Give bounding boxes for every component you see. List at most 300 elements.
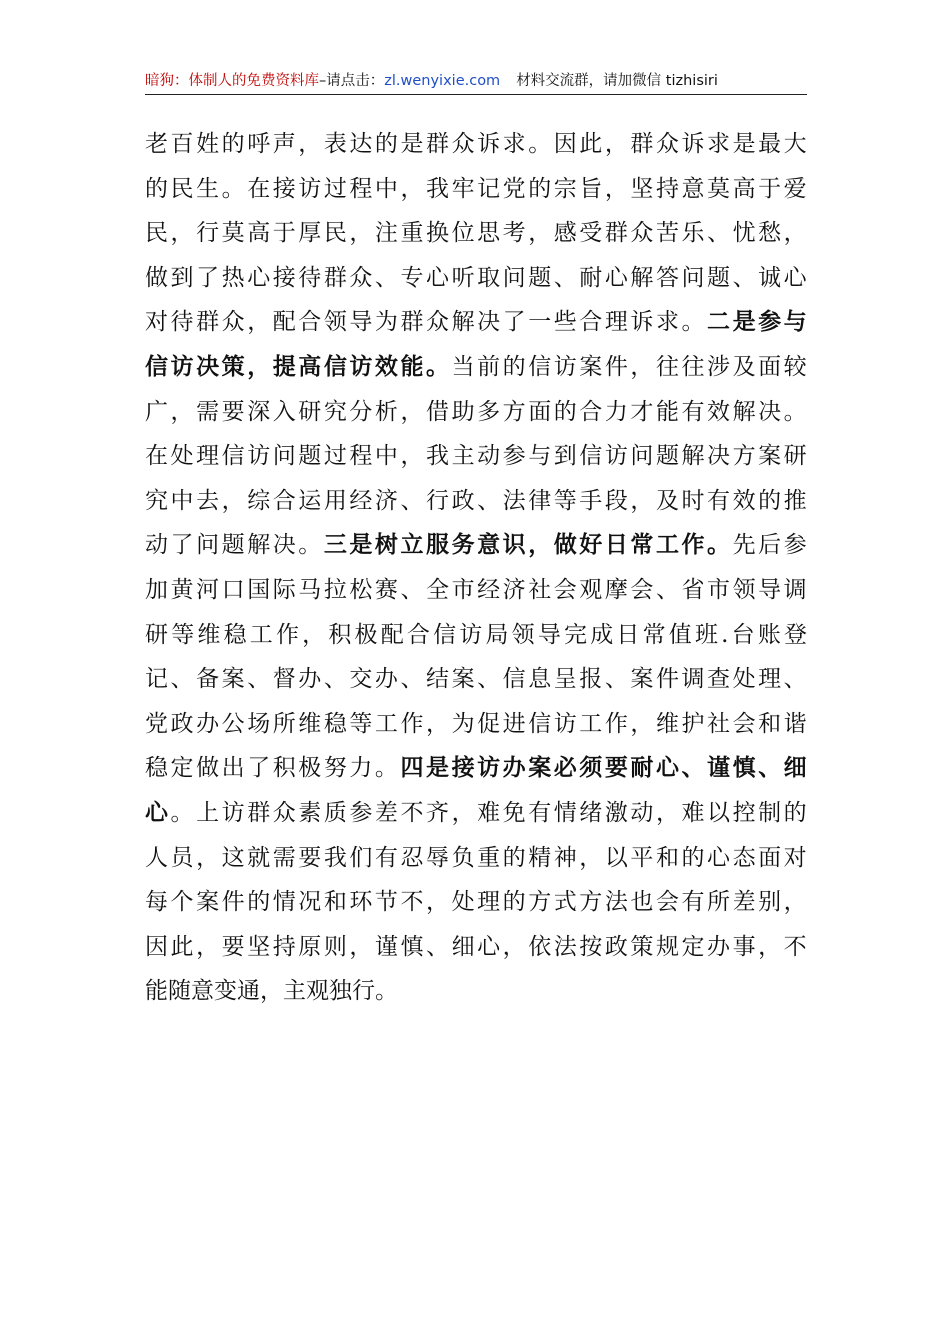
char: 维 — [298, 710, 322, 737]
char: 与 — [528, 443, 552, 470]
char: 赛 — [374, 576, 398, 603]
char: 谐 — [783, 710, 807, 737]
char: 配 — [272, 309, 296, 336]
char: 别 — [758, 889, 782, 916]
char: 案 — [630, 666, 654, 693]
bold-char: 信 — [323, 352, 347, 380]
char: 能 — [655, 398, 679, 425]
char: 等 — [171, 621, 195, 648]
char: 及 — [732, 353, 756, 380]
bold-char: 必 — [553, 754, 577, 782]
char: 负 — [451, 844, 475, 871]
char: 办 — [298, 666, 322, 693]
char: 的 — [502, 353, 526, 380]
char: 免 — [502, 799, 526, 826]
bold-char: 是 — [349, 531, 373, 559]
char: 原 — [298, 933, 322, 960]
char: 接 — [272, 175, 296, 202]
char: 愁 — [758, 220, 782, 247]
char: ， — [630, 487, 654, 514]
char: 多 — [477, 398, 501, 425]
char: 加 — [145, 576, 168, 603]
char: 用 — [323, 487, 347, 514]
bold-char: ， — [247, 352, 271, 380]
char: 不 — [400, 799, 424, 826]
char: 个 — [170, 889, 194, 916]
bold-char: 信 — [145, 352, 168, 380]
char: 。 — [374, 755, 398, 782]
char: ， — [783, 889, 807, 916]
char: 意 — [681, 175, 705, 202]
char: 坚 — [630, 175, 654, 202]
char: ， — [528, 220, 552, 247]
char: 依 — [528, 933, 552, 960]
char: 案 — [579, 353, 603, 380]
text-line — [145, 523, 807, 568]
char: 党 — [502, 175, 526, 202]
char: 手 — [579, 487, 603, 514]
text-line — [145, 657, 807, 702]
char: 领 — [511, 621, 535, 648]
char: 决 — [477, 309, 501, 336]
char: 齐 — [426, 799, 450, 826]
char: 护 — [681, 710, 705, 737]
char: 待 — [170, 309, 194, 336]
char: 动 — [145, 532, 168, 559]
char: 问 — [681, 264, 705, 291]
char: 群 — [400, 309, 424, 336]
char: 不 — [400, 889, 424, 916]
char: 交 — [349, 666, 373, 693]
char: 忍 — [400, 844, 424, 871]
char: 动 — [477, 443, 501, 470]
char: ， — [196, 933, 220, 960]
char: 的 — [145, 175, 168, 202]
char: 接 — [272, 264, 296, 291]
char: 解 — [247, 532, 271, 559]
char: 群 — [630, 131, 654, 157]
char: 心 — [783, 264, 807, 291]
char: 调 — [783, 576, 807, 603]
char: 绪 — [579, 799, 603, 826]
char: 合 — [579, 309, 603, 336]
char: 法 — [553, 933, 577, 960]
char: 行 — [196, 220, 220, 247]
char: 百 — [170, 131, 194, 157]
char: 些 — [553, 309, 577, 336]
char: 苦 — [655, 220, 679, 247]
char: 、 — [400, 666, 424, 693]
char: 重 — [477, 844, 501, 871]
char: 经 — [349, 487, 373, 514]
char: 环 — [349, 889, 373, 916]
char: 呈 — [553, 666, 577, 693]
char: 则 — [323, 933, 347, 960]
char: 待 — [298, 264, 322, 291]
char: 题 — [528, 264, 552, 291]
char: 众 — [221, 309, 245, 336]
char: 持 — [272, 933, 296, 960]
text-line — [145, 791, 807, 836]
char: 对 — [783, 844, 807, 871]
bold-char: 接 — [451, 754, 475, 782]
char: 有 — [707, 487, 731, 514]
char: 、 — [477, 666, 501, 693]
char: 需 — [196, 398, 220, 425]
char: 神 — [553, 844, 577, 871]
text-line — [145, 613, 807, 658]
char: 报 — [579, 666, 603, 693]
char: 于 — [272, 220, 296, 247]
char: 热 — [221, 264, 245, 291]
char: 每 — [145, 889, 168, 916]
char: 导 — [537, 621, 561, 648]
char: 维 — [655, 710, 679, 737]
char: 变 — [214, 978, 237, 1005]
char: 策 — [630, 933, 654, 960]
char: 众 — [272, 799, 296, 826]
char: 态 — [732, 844, 756, 871]
char: 。 — [221, 175, 245, 202]
bold-char: 服 — [426, 531, 450, 559]
char: 事 — [732, 933, 756, 960]
char: 感 — [553, 220, 577, 247]
char: 为 — [451, 710, 475, 737]
char: 专 — [400, 264, 424, 291]
char: ， — [604, 131, 628, 157]
char: 要 — [221, 933, 245, 960]
char: 我 — [426, 443, 450, 470]
char: 稳 — [145, 755, 168, 782]
char: 也 — [630, 889, 654, 916]
char: 这 — [221, 844, 245, 871]
char: 案 — [758, 443, 782, 470]
char: 、 — [400, 487, 424, 514]
char: 场 — [247, 710, 271, 737]
bold-char: 、 — [681, 754, 705, 782]
char: 的 — [528, 175, 552, 202]
char: 因 — [145, 933, 168, 960]
char: 声 — [272, 131, 296, 157]
char: 工 — [374, 710, 398, 737]
bold-char: 访 — [170, 352, 194, 380]
char: 研 — [145, 621, 168, 648]
bold-char: 心 — [655, 754, 679, 782]
char: 。 — [298, 532, 322, 559]
char: 有 — [374, 844, 398, 871]
char: 推 — [783, 487, 807, 514]
text-line — [145, 568, 807, 613]
char: 方 — [502, 398, 526, 425]
char: 济 — [502, 576, 526, 603]
char: 考 — [502, 220, 526, 247]
char: 所 — [707, 889, 731, 916]
char: 助 — [451, 398, 475, 425]
char: ， — [400, 398, 424, 425]
char: 参 — [502, 443, 526, 470]
char: 信 — [502, 666, 526, 693]
header-link[interactable]: zl.wenyixie.com — [384, 73, 501, 89]
bold-char: 立 — [400, 531, 424, 559]
char: 效 — [732, 487, 756, 514]
char: ， — [783, 220, 807, 247]
char: 我 — [323, 844, 347, 871]
char: 配 — [380, 621, 404, 648]
char: 市 — [707, 576, 731, 603]
char: 有 — [528, 799, 552, 826]
char: ， — [579, 844, 603, 871]
char: 于 — [758, 175, 782, 202]
char: 政 — [604, 933, 628, 960]
char: 群 — [426, 131, 450, 157]
char: 动 — [630, 799, 654, 826]
char: 调 — [681, 666, 705, 693]
text-line — [145, 434, 807, 479]
char: 题 — [707, 264, 731, 291]
char: 作 — [400, 710, 424, 737]
char: ， — [349, 220, 373, 247]
text-line — [145, 746, 807, 791]
char: ， — [426, 710, 450, 737]
bold-char: 高 — [298, 352, 322, 380]
char: 促 — [477, 710, 501, 737]
char: 松 — [349, 576, 373, 603]
char: 决 — [758, 398, 782, 425]
char: 了 — [247, 755, 271, 782]
char: 制 — [758, 799, 782, 826]
char: 出 — [221, 755, 245, 782]
char: 在 — [145, 443, 168, 470]
char: 众 — [630, 220, 654, 247]
char: 积 — [272, 755, 296, 782]
char: 理 — [196, 443, 220, 470]
char: 题 — [655, 443, 679, 470]
char: 随 — [168, 978, 191, 1005]
bold-char: 是 — [426, 754, 450, 782]
char: 前 — [477, 353, 501, 380]
char: 常 — [642, 621, 666, 648]
char: 众 — [426, 309, 450, 336]
char: 的 — [758, 487, 782, 514]
char: 中 — [170, 487, 194, 514]
text-line — [145, 256, 807, 301]
char: 此 — [170, 933, 194, 960]
char: ， — [298, 131, 322, 157]
char: ， — [400, 175, 424, 202]
char: 群 — [196, 309, 220, 336]
char: ， — [260, 978, 283, 1005]
text-line — [145, 390, 807, 435]
bold-char: 心 — [145, 798, 168, 826]
char: 做 — [145, 264, 168, 291]
char: 登 — [784, 621, 807, 648]
char: 维 — [197, 621, 221, 648]
char: 力 — [349, 755, 373, 782]
char: 班 — [694, 621, 718, 648]
char: 求 — [655, 309, 679, 336]
text-line — [145, 479, 807, 524]
char: 乐 — [681, 220, 705, 247]
char: 平 — [630, 844, 654, 871]
char: 差 — [374, 799, 398, 826]
text-line — [145, 345, 807, 390]
char: 济 — [374, 487, 398, 514]
char: 件 — [604, 353, 628, 380]
char: 受 — [579, 220, 603, 247]
char: 程 — [349, 175, 373, 202]
char: 办 — [707, 933, 731, 960]
header-contact: 材料交流群，请加微信 tizhisiri — [516, 73, 718, 89]
char: 等 — [553, 487, 577, 514]
char: 况 — [298, 889, 322, 916]
char: 了 — [502, 309, 526, 336]
char: 广 — [145, 398, 168, 425]
char: 莫 — [221, 220, 245, 247]
bold-char: 办 — [502, 754, 526, 782]
char: 式 — [553, 889, 577, 916]
char: 求 — [707, 131, 731, 157]
char: 心 — [477, 933, 501, 960]
char: ， — [170, 220, 194, 247]
char: 导 — [349, 309, 373, 336]
char: 分 — [349, 398, 373, 425]
char: 时 — [681, 487, 705, 514]
char: 过 — [323, 443, 347, 470]
char: 去 — [196, 487, 220, 514]
char: 群 — [323, 264, 347, 291]
char: 和 — [758, 710, 782, 737]
char: 按 — [579, 933, 603, 960]
char: 访 — [553, 353, 577, 380]
char: 合 — [406, 621, 430, 648]
char: . — [721, 621, 729, 648]
char: 问 — [630, 443, 654, 470]
char: ， — [302, 621, 326, 648]
char: 民 — [145, 220, 168, 247]
bold-char: 访 — [349, 352, 373, 380]
char: 和 — [323, 889, 347, 916]
char: 极 — [354, 621, 378, 648]
char: 方 — [528, 889, 552, 916]
char: 决 — [272, 532, 296, 559]
bold-char: ， — [528, 531, 552, 559]
char: 。 — [528, 131, 552, 157]
bold-char: 识 — [502, 531, 526, 559]
char: 有 — [681, 398, 705, 425]
char: 解 — [630, 264, 654, 291]
bold-char: 树 — [374, 531, 398, 559]
char: 能 — [145, 978, 168, 1005]
char: 访 — [247, 443, 271, 470]
text-line — [145, 702, 807, 747]
bold-char: 意 — [477, 531, 501, 559]
header-prompt: –请点击： — [319, 73, 385, 89]
char: 合 — [579, 398, 603, 425]
char: 进 — [502, 710, 526, 737]
char: 积 — [328, 621, 352, 648]
bold-char: 四 — [400, 754, 424, 782]
char: 主 — [283, 978, 306, 1005]
char: 社 — [528, 576, 552, 603]
char: 心 — [247, 264, 271, 291]
bold-char: 日 — [604, 531, 628, 559]
char: 、 — [247, 666, 271, 693]
char: 坚 — [247, 933, 271, 960]
bold-char: 提 — [272, 352, 296, 380]
char: 工 — [579, 710, 603, 737]
char: 们 — [349, 844, 373, 871]
char: 决 — [707, 443, 731, 470]
char: 老 — [145, 131, 168, 157]
char: 面 — [528, 398, 552, 425]
char: 访 — [553, 710, 577, 737]
char: 政 — [451, 487, 475, 514]
char: 经 — [477, 576, 501, 603]
bold-char: 案 — [528, 754, 552, 782]
char: 因 — [553, 131, 577, 157]
char: 有 — [681, 889, 705, 916]
char: 最 — [758, 131, 782, 157]
char: 我 — [426, 175, 450, 202]
char: 员 — [170, 844, 194, 871]
char: 中 — [374, 175, 398, 202]
char: 深 — [247, 398, 271, 425]
char: 差 — [732, 889, 756, 916]
bold-char: 工 — [655, 531, 679, 559]
page-header — [145, 70, 807, 95]
char: 局 — [485, 621, 509, 648]
bold-char: 耐 — [630, 754, 654, 782]
char: 的 — [681, 844, 705, 871]
char: 一 — [528, 309, 552, 336]
char: 行 — [426, 487, 450, 514]
char: 入 — [272, 398, 296, 425]
bold-char: 须 — [579, 754, 603, 782]
char: 做 — [196, 755, 220, 782]
char: 处 — [170, 443, 194, 470]
char: 求 — [502, 131, 526, 157]
char: 规 — [655, 933, 679, 960]
char: 日 — [616, 621, 640, 648]
char: 效 — [707, 398, 731, 425]
char: 往 — [655, 353, 679, 380]
char: 努 — [323, 755, 347, 782]
char: ， — [502, 933, 526, 960]
char: 达 — [349, 131, 373, 157]
bold-char: 作 — [681, 531, 705, 559]
char: 节 — [374, 889, 398, 916]
char: 稳 — [223, 621, 247, 648]
char: 。 — [170, 799, 194, 826]
char: 高 — [247, 220, 271, 247]
bold-char: 慎 — [732, 754, 756, 782]
char: 律 — [528, 487, 552, 514]
char: 观 — [579, 576, 603, 603]
char: 心 — [604, 264, 628, 291]
char: 题 — [221, 532, 245, 559]
bold-char: 。 — [426, 352, 450, 380]
char: 全 — [426, 576, 450, 603]
bold-char: 是 — [732, 308, 756, 336]
char: 信 — [433, 621, 457, 648]
char: 重 — [400, 220, 424, 247]
char: 。 — [681, 309, 705, 336]
char: ， — [655, 799, 679, 826]
char: 听 — [451, 264, 475, 291]
char: 要 — [298, 844, 322, 871]
char: 忧 — [732, 220, 756, 247]
char: 诉 — [681, 131, 705, 157]
